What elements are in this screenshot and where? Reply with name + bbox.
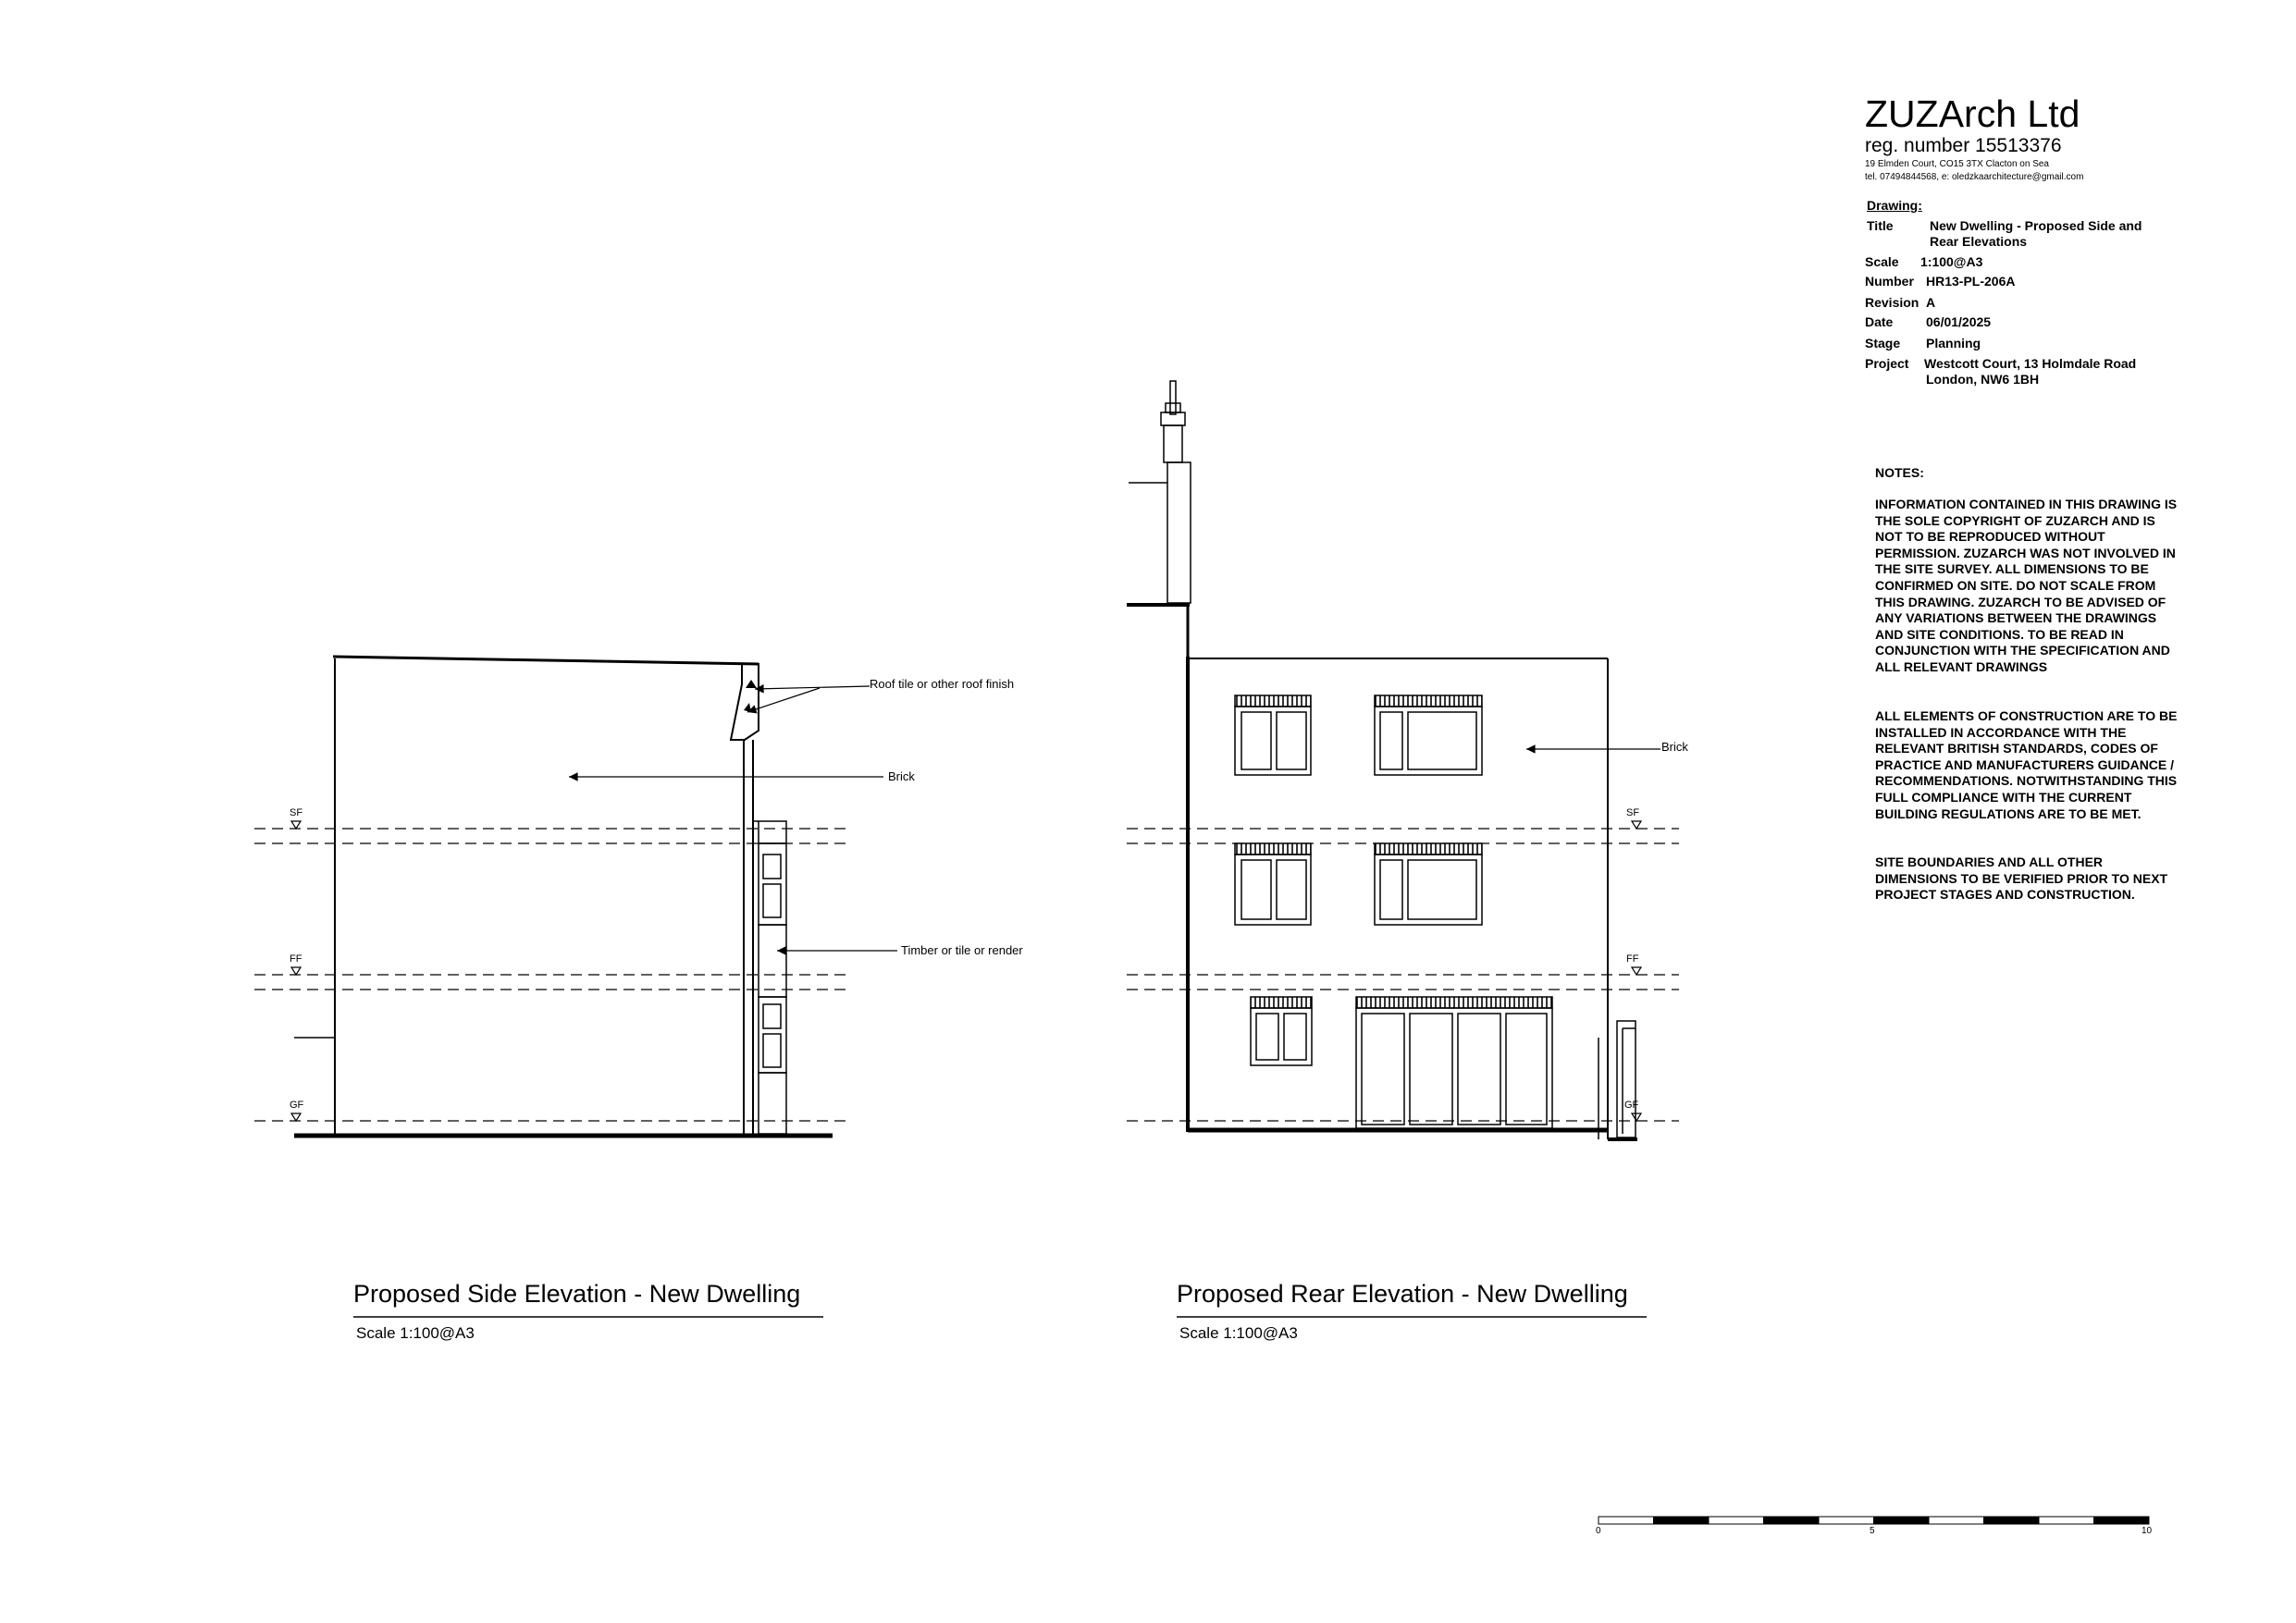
rear-windows	[1235, 695, 1552, 1128]
side-level-sf: SF	[290, 807, 303, 818]
side-level-ff: FF	[290, 953, 302, 965]
drawing-number-label: Number	[1865, 274, 1914, 289]
rear-level-markers	[1632, 821, 1641, 1121]
side-roof-annotation: Roof tile or other roof finish	[870, 677, 1015, 691]
side-level-gf: GF	[290, 1100, 304, 1111]
notes-paragraph: SITE BOUNDARIES AND ALL OTHER DIMENSIONS TO BE VERIFIED PRIOR TO NEXT PROJECT STAGES AND CONSTRUCTION.	[1875, 855, 2168, 903]
drawing-project-value-2: London, NW6 1BH	[1926, 372, 2040, 387]
drawing-title-value: New Dwelling - Proposed Side and	[1930, 218, 2142, 233]
scale-tick-5: 5	[1870, 1526, 1875, 1536]
side-elevation	[254, 657, 897, 1136]
side-level-lines	[254, 829, 851, 1121]
scale-bar	[1599, 1517, 2149, 1524]
side-brick-annotation: Brick	[888, 769, 915, 783]
drawing-title-label: Title	[1867, 218, 1894, 233]
side-clad-bay	[753, 821, 786, 1134]
company-address: 19 Elmden Court, CO15 3TX Clacton on Sea	[1865, 159, 2049, 169]
drawing-scale-label: Scale	[1865, 254, 1899, 269]
side-level-markers	[290, 821, 304, 1121]
rear-elevation	[1127, 381, 1679, 1139]
drawing-heading: Drawing:	[1867, 198, 1922, 213]
rear-elevation-scale: Scale 1:100@A3	[1179, 1324, 1298, 1342]
drawing-date-label: Date	[1865, 314, 1894, 329]
company-name: ZUZArch Ltd	[1865, 92, 2080, 135]
drawing-project-value: Westcott Court, 13 Holmdale Road	[1924, 356, 2137, 371]
scale-tick-10: 10	[2142, 1526, 2153, 1536]
rear-elevation-title: Proposed Rear Elevation - New Dwelling	[1177, 1280, 1628, 1308]
drawing-stage-label: Stage	[1865, 336, 1901, 350]
rear-level-sf: SF	[1626, 807, 1640, 818]
side-elevation-title: Proposed Side Elevation - New Dwelling	[353, 1280, 801, 1308]
rear-level-gf: GF	[1624, 1100, 1639, 1111]
rear-building-outline	[1188, 657, 1608, 1139]
drawing-title-value-2: Rear Elevations	[1930, 234, 2028, 249]
notes-paragraph: INFORMATION CONTAINED IN THIS DRAWING IS THE SOLE COPYRIGHT OF ZUZARCH AND IS NOT TO BE REPRODUCED WITHOUT PERMISSION. ZUZARCH WAS NOT INVOLVED IN THE SITE SURVEY. ALL DIMENSIONS TO BE CONFIRMED ON SITE. DO NOT SCALE FROM THIS DRAWING. ZUZARCH TO BE ADVISED OF ANY VARIATIONS BETWEEN THE DRAWINGS AND SITE CONDITIONS. TO BE READ IN CONJUNCTION WITH THE SPECIFICATION AND ALL RELEVANT DRAWINGS	[1875, 497, 2178, 674]
notes-title: NOTES:	[1875, 465, 1924, 480]
side-building-outline	[294, 657, 759, 1134]
drawing-revision-label: Revision	[1865, 295, 1920, 310]
side-timber-annotation: Timber or tile or render	[901, 943, 1023, 957]
side-elevation-scale: Scale 1:100@A3	[356, 1324, 475, 1342]
drawing-stage-value: Planning	[1926, 336, 1981, 350]
company-reg: reg. number 15513376	[1865, 135, 2062, 156]
rear-chimney	[1127, 381, 1191, 657]
scale-tick-0: 0	[1596, 1526, 1601, 1536]
rear-brick-annotation: Brick	[1661, 740, 1688, 754]
drawing-scale-value: 1:100@A3	[1920, 254, 1983, 269]
company-contact: tel. 07494844568, e: oledzkaarchitecture@gmail.com	[1865, 172, 2084, 182]
notes-paragraph: ALL ELEMENTS OF CONSTRUCTION ARE TO BE INSTALLED IN ACCORDANCE WITH THE RELEVANT BRITISH STANDARDS, CODES OF PRACTICE AND MANUFACTURERS GUIDANCE / RECOMMENDATIONS. NOTWITHSTANDING THIS FULL COMPLIANCE WITH THE CURRENT BUILDING REGULATIONS ARE TO BE MET.	[1875, 708, 2178, 821]
drawing-revision-value: A	[1926, 295, 1936, 310]
rear-side-wall	[1599, 1021, 1637, 1139]
drawing-date-value: 06/01/2025	[1926, 314, 1992, 329]
rear-level-ff: FF	[1626, 953, 1639, 965]
drawing-number-value: HR13-PL-206A	[1926, 274, 2016, 289]
drawing-project-label: Project	[1865, 356, 1909, 371]
